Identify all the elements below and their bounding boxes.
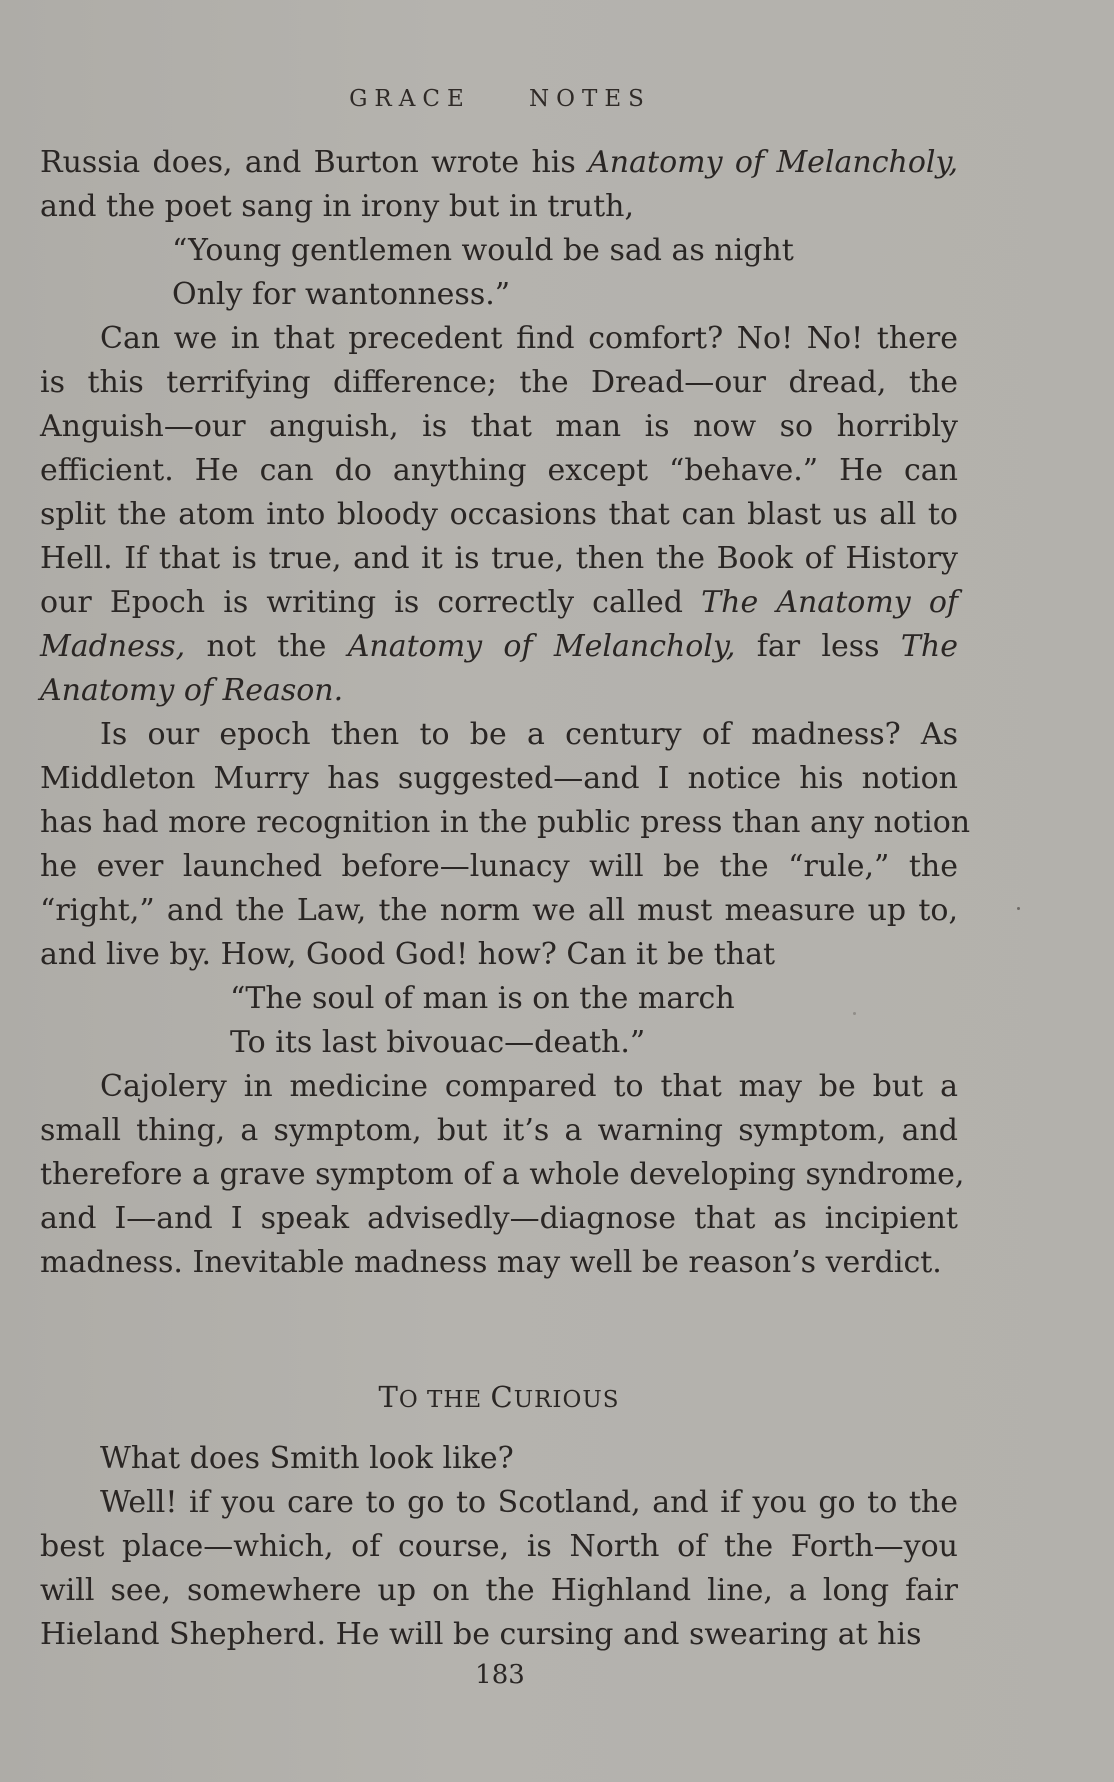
section-heading — [40, 1375, 958, 1427]
line-text: he ever launched before—lunacy will be the “rule,” the — [40, 849, 958, 884]
text-line — [40, 1065, 958, 1109]
italic-title: The Anatomy of — [701, 585, 958, 620]
page-body — [40, 141, 971, 1657]
line-text: Well! if you care to go to Scotland, and if you go to the — [100, 1485, 958, 1520]
italic-title: Madness, — [40, 629, 186, 664]
running-head: GRACE NOTES — [349, 86, 651, 112]
paragraph-3 — [40, 713, 971, 977]
verse-2 — [40, 977, 958, 1065]
line-text: Middleton Murry has suggested—and I notice his notion — [40, 761, 958, 796]
verse-line: To its last bivouac—death.” — [230, 1025, 646, 1060]
text-line — [40, 1525, 958, 1569]
verse-line: “Young gentlemen would be sad as night — [172, 233, 794, 268]
line-text: our Epoch is writing is correctly called — [40, 585, 702, 620]
text-line — [40, 889, 958, 933]
line-text: madness. Inevitable madness may well be reason’s verdict. — [40, 1245, 942, 1280]
line-text: best place—which, of course, is North of the Forth—you — [40, 1529, 958, 1564]
text-line — [40, 537, 958, 581]
line-text: therefore a grave symptom of a whole developing syndrome, — [40, 1157, 965, 1192]
verse-1 — [40, 229, 958, 317]
paragraph-6 — [40, 1481, 958, 1657]
line-text: split the atom into bloody occasions that can blast us all to — [40, 497, 958, 532]
text-line — [40, 405, 958, 449]
line-text: Hieland Shepherd. He will be cursing and swearing at his — [40, 1617, 922, 1652]
paper-speck — [1017, 907, 1020, 910]
text-line — [40, 1481, 958, 1525]
line-text: “right,” and the Law, the norm we all must measure up to, — [40, 893, 958, 928]
line-text: efficient. He can do anything except “behave.” He can — [40, 453, 958, 488]
text-line — [40, 1197, 958, 1241]
text-line — [40, 493, 958, 537]
text-line — [40, 933, 958, 977]
line-text: has had more recognition in the public press than any notion — [40, 805, 971, 840]
text-line — [40, 1241, 958, 1285]
heading-cap-2: C — [490, 1380, 514, 1414]
italic-title: Anatomy of Melancholy, — [347, 629, 736, 664]
paragraph-2 — [40, 317, 958, 713]
line-text: Is our epoch then to be a century of madness? As — [100, 717, 958, 752]
paragraph-5: What does Smith look like? — [100, 1441, 514, 1476]
text-line — [40, 713, 958, 757]
text-line — [40, 757, 958, 801]
line-text: is this terrifying difference; the Dread—our dread, the — [40, 365, 958, 400]
line-text: not the — [185, 629, 348, 664]
verse-line: Only for wantonness.” — [172, 277, 511, 312]
line-text: and the poet sang in irony but in truth, — [40, 189, 635, 224]
text-line — [40, 317, 958, 361]
text-line — [40, 141, 958, 185]
heading-smallcaps-2: URIOUS — [513, 1387, 620, 1413]
paper-speck — [853, 1012, 856, 1015]
italic-title: The — [900, 629, 958, 664]
verse-line: “The soul of man is on the march — [230, 981, 735, 1016]
line-text: Cajolery in medicine compared to that may be but a — [100, 1069, 958, 1104]
italic-title: Anatomy of Melancholy, — [588, 145, 958, 180]
italic-title: Anatomy of Reason. — [40, 673, 344, 708]
line-text: Anguish—our anguish, is that man is now so horribly — [40, 409, 958, 444]
heading-cap-1: T — [378, 1380, 399, 1414]
text-line — [40, 1109, 958, 1153]
text-line — [40, 1569, 958, 1613]
text-line — [40, 625, 958, 669]
text-line — [40, 449, 958, 493]
line-text: will see, somewhere up on the Highland line, a long fair — [40, 1573, 958, 1608]
text-line — [40, 185, 958, 229]
paragraph-4 — [40, 1065, 965, 1285]
text-line — [40, 845, 958, 889]
line-text: Can we in that precedent find comfort? No! No! there — [100, 321, 958, 356]
line-text: far less — [735, 629, 901, 664]
text-line — [40, 361, 958, 405]
text-line — [40, 1613, 958, 1657]
text-line — [40, 669, 958, 713]
text-line — [40, 801, 971, 845]
page-number: 183 — [475, 1660, 525, 1690]
line-text: Hell. If that is true, and it is true, then the Book of History — [40, 541, 958, 576]
paragraph-1 — [40, 141, 958, 229]
line-text: and live by. How, Good God! how? Can it be that — [40, 937, 776, 972]
line-text: Russia does, and Burton wrote his — [40, 145, 589, 180]
line-text: and I—and I speak advisedly—diagnose that as incipient — [40, 1201, 958, 1236]
text-line — [40, 581, 958, 625]
line-text: small thing, a symptom, but it’s a warning symptom, and — [40, 1113, 958, 1148]
text-line — [40, 1153, 965, 1197]
heading-smallcaps-1: O THE — [398, 1387, 491, 1413]
